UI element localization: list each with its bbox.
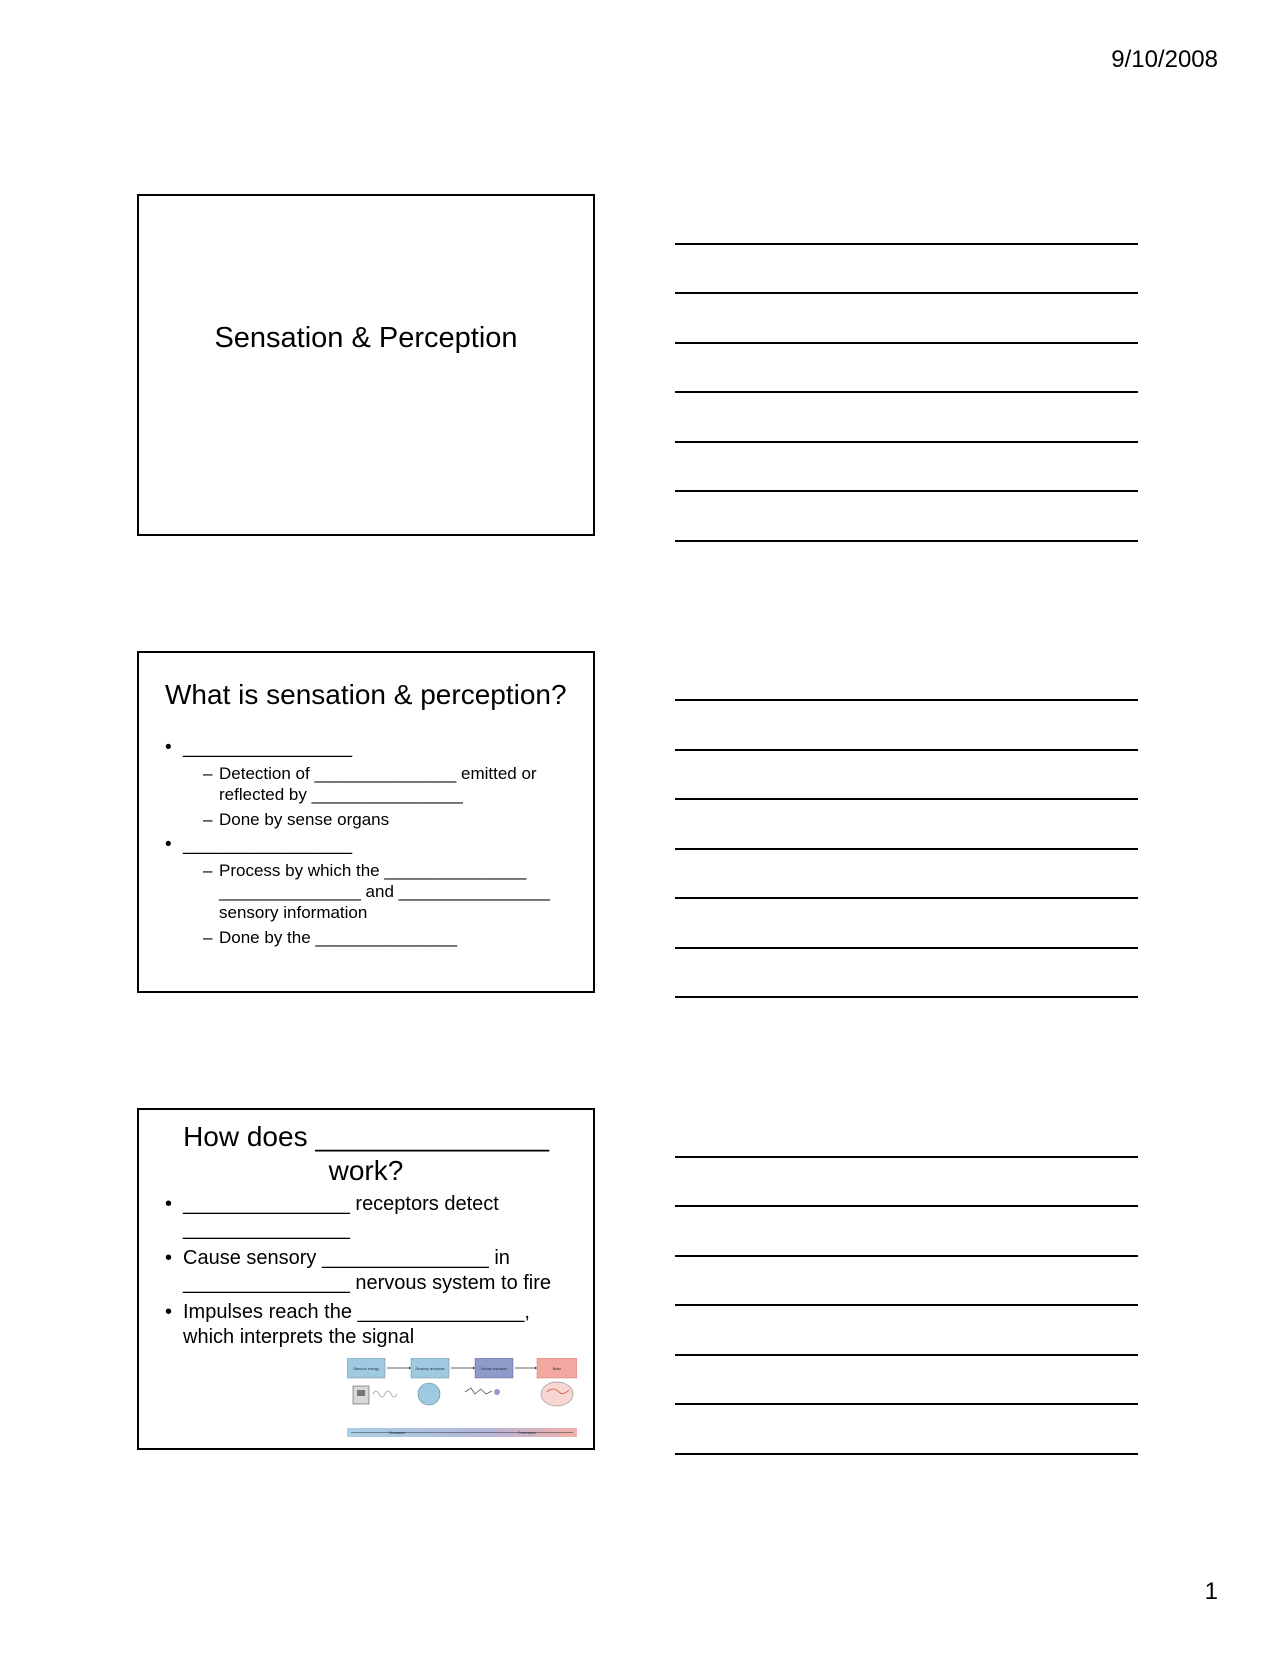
sub-bullet-item: – Detection of _______________ emitted or reflected by ________________ xyxy=(183,763,585,805)
stage-box-label: Stimulus energy xyxy=(353,1367,379,1371)
neuron-icon xyxy=(465,1388,492,1394)
sub-bullet-item: – Done by sense organs xyxy=(183,809,585,830)
bullet-item: • Impulses reach the _______________, which interprets the signal xyxy=(165,1300,585,1350)
bullet-item: • Cause sensory _______________ in _______________ nervous system to fire xyxy=(165,1246,585,1296)
slide-1 xyxy=(137,194,595,536)
note-line xyxy=(675,798,1138,800)
sub-bullet-list xyxy=(183,763,585,830)
note-line xyxy=(675,391,1138,393)
slide-title: What is sensation & perception? xyxy=(165,679,567,710)
note-line xyxy=(675,1205,1138,1207)
note-line xyxy=(675,749,1138,751)
slide-title xyxy=(139,1120,593,1188)
flow-arrowhead xyxy=(409,1367,411,1370)
header-date: 9/10/2008 xyxy=(1111,46,1218,73)
page-number: 1 xyxy=(1204,1578,1218,1605)
note-line xyxy=(675,292,1138,294)
note-line xyxy=(675,699,1138,701)
flow-arrowhead xyxy=(535,1367,537,1370)
neuron-cell-icon xyxy=(494,1389,500,1395)
flow-arrowhead xyxy=(473,1367,475,1370)
note-line xyxy=(675,1255,1138,1257)
slide-title-line: work? xyxy=(328,1155,404,1186)
note-line xyxy=(675,996,1138,998)
note-line xyxy=(675,1156,1138,1158)
note-line xyxy=(675,1403,1138,1405)
bullet-list xyxy=(165,1192,585,1354)
note-line xyxy=(675,1354,1138,1356)
stimulus-device-detail xyxy=(357,1390,365,1396)
slide-title: Sensation & Perception xyxy=(214,322,518,354)
note-line xyxy=(675,540,1138,542)
sub-bullet-item: – Process by which the _______________ _______________ and ________________ sensory information xyxy=(183,860,585,923)
sub-bullet-item: – Done by the _______________ xyxy=(183,927,585,948)
note-line xyxy=(675,848,1138,850)
bullet-text: ________________ xyxy=(183,834,353,855)
note-line xyxy=(675,490,1138,492)
stage-box-label: Sensory receptors xyxy=(415,1367,445,1371)
sensation-perception-diagram xyxy=(347,1358,577,1440)
note-line xyxy=(675,342,1138,344)
bullet-text: ________________ xyxy=(183,737,353,758)
note-line xyxy=(675,1453,1138,1455)
note-line xyxy=(675,947,1138,949)
bar-label-perception: Perception xyxy=(518,1431,536,1435)
note-line xyxy=(675,441,1138,443)
sub-bullet-list xyxy=(183,860,585,948)
note-line xyxy=(675,1304,1138,1306)
note-line xyxy=(675,243,1138,245)
bullet-list xyxy=(165,737,585,952)
stage-box-label: Neural impulses xyxy=(481,1367,507,1371)
head-icon xyxy=(418,1383,440,1405)
bullet-item xyxy=(165,737,585,830)
slide-3 xyxy=(137,1108,595,1450)
slide-title-line: How does _______________ xyxy=(183,1121,549,1152)
brain-icon xyxy=(541,1382,573,1406)
bullet-item: • _______________ receptors detect _______________ xyxy=(165,1192,585,1242)
stage-box-label: Brain xyxy=(552,1367,562,1371)
slide-2 xyxy=(137,651,595,993)
sound-waves-icon xyxy=(373,1391,397,1397)
note-line xyxy=(675,897,1138,899)
bar-label-sensation: Sensation xyxy=(389,1431,405,1435)
bullet-item xyxy=(165,834,585,948)
